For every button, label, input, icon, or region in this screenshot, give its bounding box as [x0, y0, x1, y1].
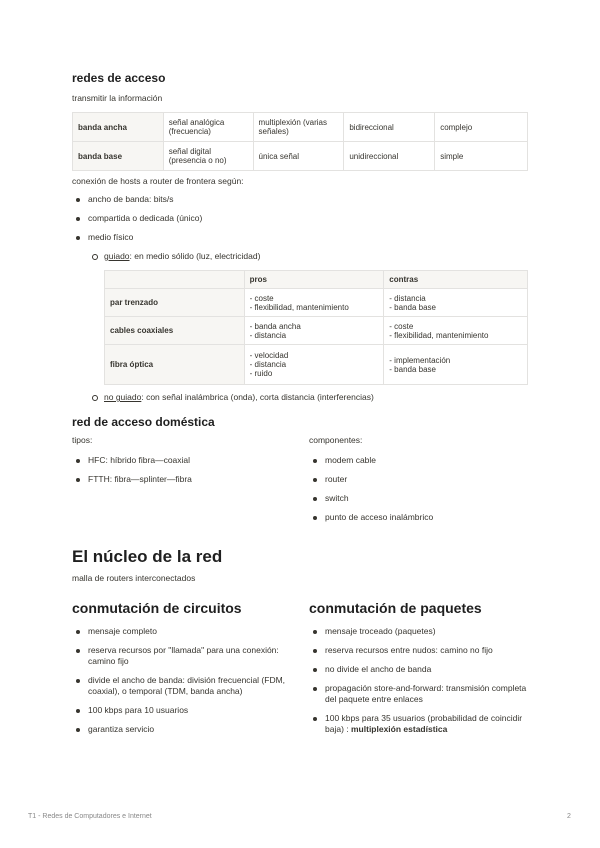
section-title-nucleo: El núcleo de la red: [72, 547, 223, 566]
circuitos-title: conmutación de circuitos: [72, 600, 242, 616]
media-table: [104, 270, 528, 385]
table-cell: - coste - flexibilidad, mantenimiento: [384, 317, 528, 345]
componentes-label: componentes:: [309, 435, 363, 445]
table-cell: cables coaxiales: [105, 317, 245, 345]
table-header: pros: [244, 271, 384, 289]
list-item: reserva recursos por "llamada" para una conexión: camino fijo: [72, 645, 297, 667]
list-item: 100 kbps para 10 usuarios: [72, 705, 297, 716]
table-cell: fibra óptica: [105, 345, 245, 385]
criteria-list: [72, 194, 528, 251]
guiado-term: guiado: [104, 251, 130, 261]
list-item: medio físico: [72, 232, 528, 243]
table-row: [105, 271, 528, 289]
table-cell: banda ancha: [73, 113, 164, 142]
guiado-list: [88, 251, 528, 270]
table-cell: banda base: [73, 142, 164, 171]
page-number: 2: [567, 813, 571, 820]
list-item-noguiado: [88, 392, 528, 403]
footer-title: T1 - Redes de Computadores e Internet: [28, 813, 152, 820]
table-row: [73, 142, 528, 171]
section-title-redes-acceso: redes de acceso: [72, 71, 166, 85]
table-cell: señal analógica (frecuencia): [163, 113, 253, 142]
list-item: propagación store-and-forward: transmisión completa del paquete entre enlaces: [309, 683, 528, 705]
section-title-red-domestica: red de acceso doméstica: [72, 415, 215, 429]
list-item: FTTH: fibra—splinter—fibra: [72, 474, 297, 485]
table-cell: - banda ancha - distancia: [244, 317, 384, 345]
table-cell: multiplexión (varias señales): [253, 113, 344, 142]
table-row: [73, 113, 528, 142]
noguiado-desc: : con señal inalámbrica (onda), corta distancia (interferencias): [141, 392, 374, 402]
table-cell: par trenzado: [105, 289, 245, 317]
banda-table: [72, 112, 528, 171]
table-cell: complejo: [435, 113, 528, 142]
circuitos-list: [72, 626, 297, 743]
table-cell: unidireccional: [344, 142, 435, 171]
table-row: [105, 317, 528, 345]
list-item: garantiza servicio: [72, 724, 297, 735]
table-cell: - coste - flexibilidad, mantenimiento: [244, 289, 384, 317]
guiado-desc: : en medio sólido (luz, electricidad): [129, 251, 261, 261]
paquetes-title: conmutación de paquetes: [309, 600, 482, 616]
list-item: modem cable: [309, 455, 528, 466]
last-item-text: 100 kbps para 35 usuarios (probabilidad de coincidir baja) :: [325, 713, 523, 734]
table-row: [105, 289, 528, 317]
list-item: compartida o dedicada (único): [72, 213, 528, 224]
table-cell: - distancia - banda base: [384, 289, 528, 317]
table-cell: única señal: [253, 142, 344, 171]
table-header: [105, 271, 245, 289]
last-item-bold: multiplexión estadística: [351, 724, 448, 734]
section-subtitle-nucleo: malla de routers interconectados: [72, 573, 196, 583]
componentes-list: [309, 455, 528, 531]
table-cell: - implementación - banda base: [384, 345, 528, 385]
table-cell: - velocidad - distancia - ruido: [244, 345, 384, 385]
table-row: [105, 345, 528, 385]
list-item: divide el ancho de banda: división frecuencial (FDM, coaxial), o temporal (TDM, banda ancha): [72, 675, 297, 697]
tipos-label: tipos:: [72, 435, 93, 445]
list-item: no divide el ancho de banda: [309, 664, 528, 675]
intro-text: conexión de hosts a router de frontera según:: [72, 176, 244, 186]
table-cell: simple: [435, 142, 528, 171]
paquetes-list: [309, 626, 528, 743]
table-cell: señal digital (presencia o no): [163, 142, 253, 171]
tipos-list: [72, 455, 297, 493]
noguiado-term: no guiado: [104, 392, 142, 402]
section-subtitle: transmitir la información: [72, 93, 163, 103]
list-item: HFC: híbrido fibra—coaxial: [72, 455, 297, 466]
table-cell: bidireccional: [344, 113, 435, 142]
list-item: punto de acceso inalámbrico: [309, 512, 528, 523]
list-item: reserva recursos entre nudos: camino no fijo: [309, 645, 528, 656]
list-item: router: [309, 474, 528, 485]
noguiado-list: [88, 392, 528, 411]
list-item-guiado: [88, 251, 528, 262]
list-item: mensaje completo: [72, 626, 297, 637]
list-item: ancho de banda: bits/s: [72, 194, 528, 205]
table-header: contras: [384, 271, 528, 289]
list-item: [309, 713, 528, 735]
list-item: switch: [309, 493, 528, 504]
list-item: mensaje troceado (paquetes): [309, 626, 528, 637]
